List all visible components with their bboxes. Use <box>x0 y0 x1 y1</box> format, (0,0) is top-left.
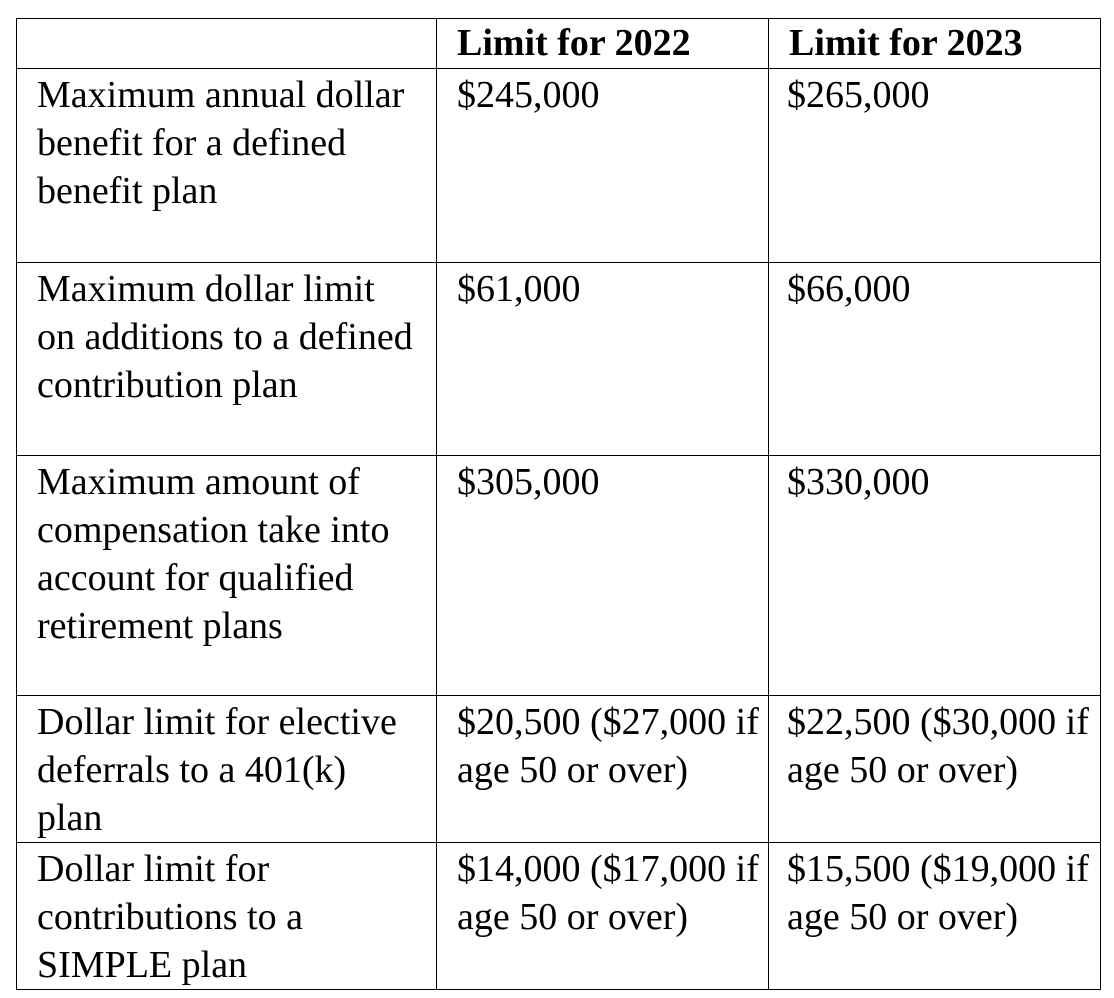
table-row <box>17 69 1101 263</box>
row-description: Maximum amount of compensation take into account for qualified retirement plans <box>17 456 437 696</box>
table-row <box>17 456 1101 696</box>
row-description: Maximum dollar limit on additions to a defined contribution plan <box>17 263 437 456</box>
table-header-row <box>17 19 1101 69</box>
row-limit-2023: $66,000 <box>769 263 1101 456</box>
table-row <box>17 263 1101 456</box>
row-limit-2022: $20,500 ($27,000 if age 50 or over) <box>437 696 769 843</box>
row-limit-2022: $14,000 ($17,000 if age 50 or over) <box>437 843 769 990</box>
table-row <box>17 843 1101 990</box>
row-limit-2023: $22,500 ($30,000 if age 50 or over) <box>769 696 1101 843</box>
retirement-limits-table <box>16 18 1101 990</box>
row-limit-2022: $245,000 <box>437 69 769 263</box>
header-blank-cell <box>17 19 437 69</box>
table-row <box>17 696 1101 843</box>
row-limit-2023: $15,500 ($19,000 if age 50 or over) <box>769 843 1101 990</box>
row-limit-2023: $265,000 <box>769 69 1101 263</box>
row-limit-2022: $61,000 <box>437 263 769 456</box>
row-limit-2022: $305,000 <box>437 456 769 696</box>
header-limit-2023: Limit for 2023 <box>769 19 1101 69</box>
header-limit-2022: Limit for 2022 <box>437 19 769 69</box>
row-description: Dollar limit for contributions to a SIMPLE plan <box>17 843 437 990</box>
row-description: Maximum annual dollar benefit for a defined benefit plan <box>17 69 437 263</box>
row-limit-2023: $330,000 <box>769 456 1101 696</box>
row-description: Dollar limit for elective deferrals to a 401(k) plan <box>17 696 437 843</box>
